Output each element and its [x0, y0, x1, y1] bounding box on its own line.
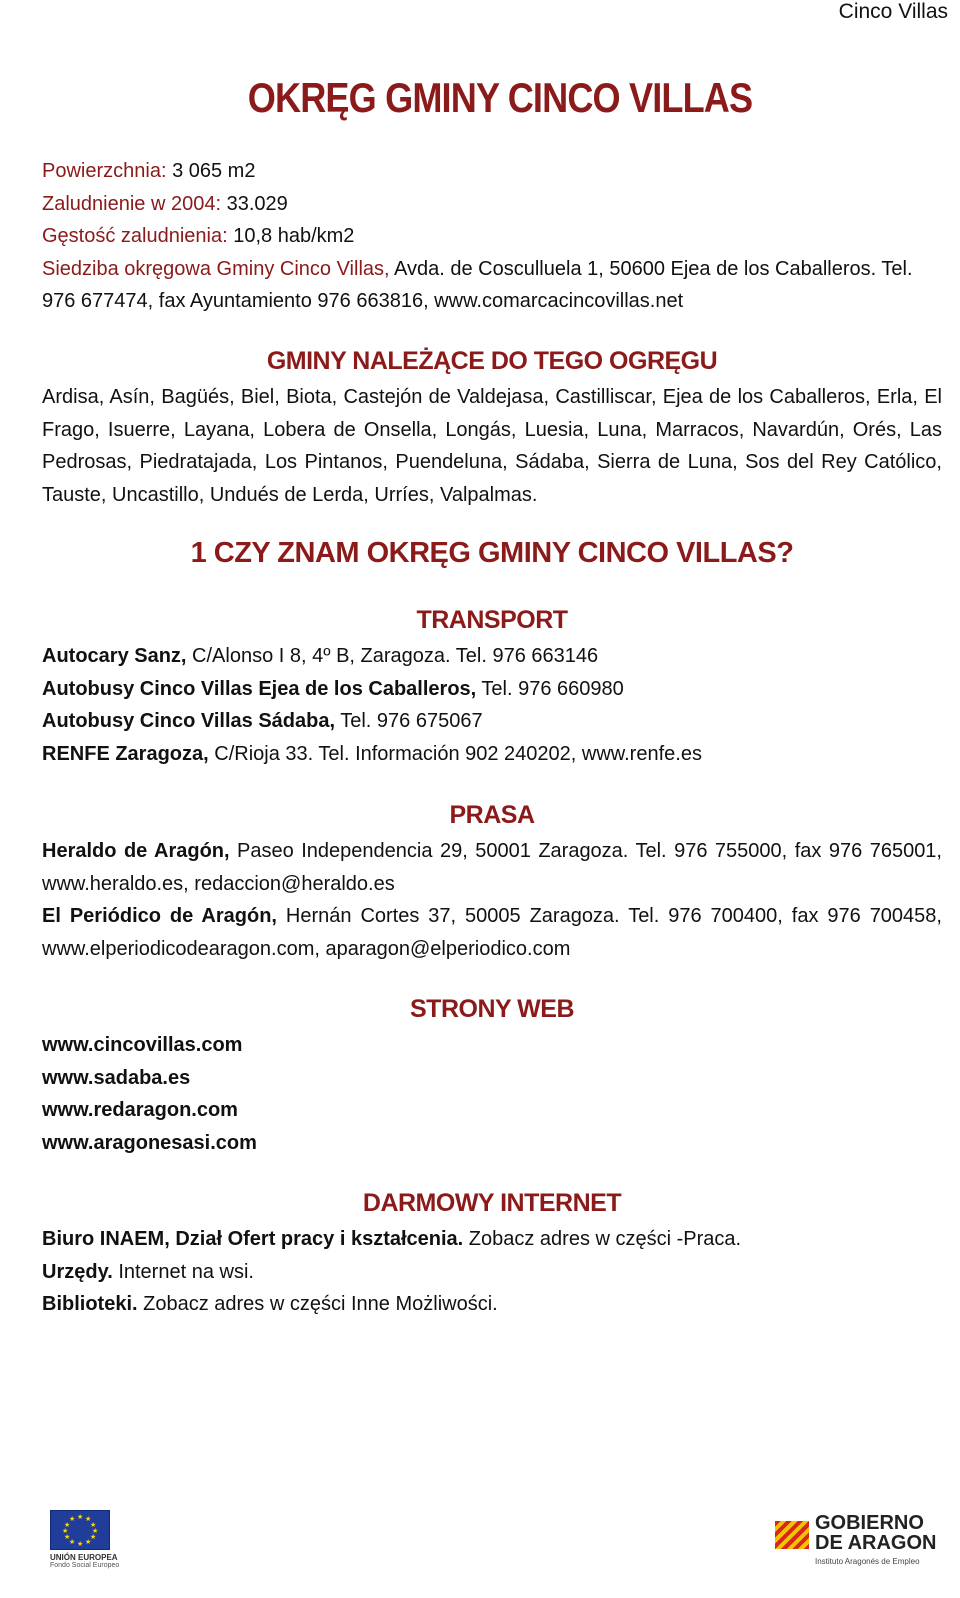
- web-heading: STRONY WEB: [410, 995, 574, 1023]
- item-detail: Tel. 976 660980: [476, 677, 624, 700]
- item-name: El Periódico de Aragón,: [42, 905, 277, 927]
- item-name: RENFE Zaragoza,: [42, 742, 209, 765]
- list-item: [42, 673, 942, 706]
- area-label: Powierzchnia:: [42, 160, 167, 182]
- aragon-line1: GOBIERNO: [815, 1512, 924, 1534]
- area-value: 3 065 m2: [166, 160, 256, 182]
- item-name: Urzędy.: [42, 1260, 113, 1283]
- density-value: 10,8 hab/km2: [227, 225, 355, 247]
- seat-label: Siedziba okręgowa Gminy Cinco Villas,: [42, 257, 390, 280]
- item-name: Autobusy Cinco Villas Ejea de los Caballeros,: [42, 677, 477, 700]
- seat-line: [42, 253, 942, 286]
- aragon-logo: [775, 1513, 945, 1593]
- list-item: [42, 640, 942, 673]
- item-name: Biuro INAEM, Dział Ofert pracy i kształcenia.: [42, 1228, 464, 1250]
- stats-block: [42, 155, 942, 318]
- web-link[interactable]: www.aragonesasi.com: [42, 1131, 257, 1154]
- municipalities-heading: GMINY NALEŻĄCE DO TEGO OGRĘGU: [266, 347, 718, 375]
- page-title: OKRĘG GMINY CINCO VILLAS: [247, 74, 753, 121]
- web-link[interactable]: www.redaragon.com: [42, 1099, 238, 1121]
- web-list: [42, 1029, 942, 1159]
- density-label: Gęstość zaludnienia:: [42, 225, 228, 247]
- item-name: Heraldo de Aragón,: [42, 840, 230, 862]
- item-detail: Hernán Cortes 37, 50005 Zaragoza. Tel. 976 700400, fax 976 700458, www.elperiodicodearagon.com, aparagon@elperiodico.com: [42, 905, 942, 960]
- list-item: [42, 900, 942, 965]
- list-item: [42, 705, 942, 738]
- question-heading: 1 CZY ZNAM OKRĘG GMINY CINCO VILLAS?: [190, 537, 794, 569]
- eu-sublabel: Fondo Social Europeo: [50, 1562, 120, 1569]
- press-heading: PRASA: [449, 801, 535, 829]
- area-line: [42, 155, 942, 188]
- density-line: [42, 220, 942, 253]
- population-value: 33.029: [221, 192, 288, 215]
- list-item: [42, 1256, 942, 1289]
- item-detail: Zobacz adres w części -Praca.: [463, 1228, 742, 1250]
- item-detail: Tel. 976 675067: [335, 710, 483, 732]
- item-name: Autocary Sanz,: [42, 645, 187, 667]
- internet-heading: DARMOWY INTERNET: [362, 1189, 622, 1217]
- item-name: Biblioteki.: [42, 1293, 138, 1315]
- municipalities-list: Ardisa, Asín, Bagüés, Biel, Biota, Castejón de Valdejasa, Castilliscar, Ejea de los Caballeros, Erla, El Frago, Isuerre, Layana, Lobera de Onsella, Longás, Luesia, Luna, Marracos, Navardún, Orés, Las Pedrosas, Piedratajada, Los Pintanos, Puendeluna, Sádaba, Sierra de Luna, Sos del Rey Católico, Tauste, Uncastillo, Undués de Lerda, Urríes, Valpalmas.: [42, 386, 942, 506]
- eu-label: UNIÓN EUROPEA: [50, 1553, 118, 1562]
- population-line: [42, 188, 942, 221]
- item-detail: C/Rioja 33. Tel. Información 902 240202, www.renfe.es: [208, 742, 702, 765]
- aragon-line2: DE ARAGON: [815, 1532, 937, 1554]
- eu-flag-icon: ★ ★ ★ ★ ★ ★ ★ ★ ★ ★ ★ ★: [50, 1510, 110, 1550]
- item-detail: Zobacz adres w części Inne Możliwości.: [137, 1293, 498, 1315]
- header-label: Cinco Villas: [838, 0, 948, 23]
- list-item: [42, 1288, 942, 1321]
- web-link[interactable]: www.cincovillas.com: [42, 1034, 243, 1056]
- list-item: [42, 835, 942, 900]
- aragon-title: [815, 1513, 936, 1553]
- item-detail: Paseo Independencia 29, 50001 Zaragoza. Tel. 976 755000, fax 976 765001, www.heraldo.es, redaccion@heraldo.es: [42, 840, 942, 895]
- item-detail: C/Alonso I 8, 4º B, Zaragoza. Tel. 976 663146: [186, 645, 599, 667]
- seat-value: Avda. de Cosculluela 1, 50600 Ejea de los Caballeros. Tel.: [389, 257, 913, 280]
- web-link[interactable]: www.sadaba.es: [42, 1066, 191, 1089]
- aragon-sublabel: Instituto Aragonés de Empleo: [815, 1557, 920, 1566]
- transport-heading: TRANSPORT: [416, 606, 568, 634]
- eu-logo: [50, 1510, 140, 1595]
- transport-list: [42, 640, 942, 770]
- population-label: Zaludnienie w 2004:: [42, 192, 222, 215]
- list-item: [42, 738, 942, 771]
- seat-line-2: 976 677474, fax Ayuntamiento 976 663816, www.comarcacincovillas.net: [42, 290, 684, 312]
- aragon-flag-icon: [775, 1521, 809, 1549]
- internet-list: [42, 1223, 942, 1321]
- item-detail: Internet na wsi.: [112, 1260, 254, 1283]
- list-item: [42, 1223, 942, 1256]
- item-name: Autobusy Cinco Villas Sádaba,: [42, 710, 336, 732]
- press-list: [42, 835, 942, 965]
